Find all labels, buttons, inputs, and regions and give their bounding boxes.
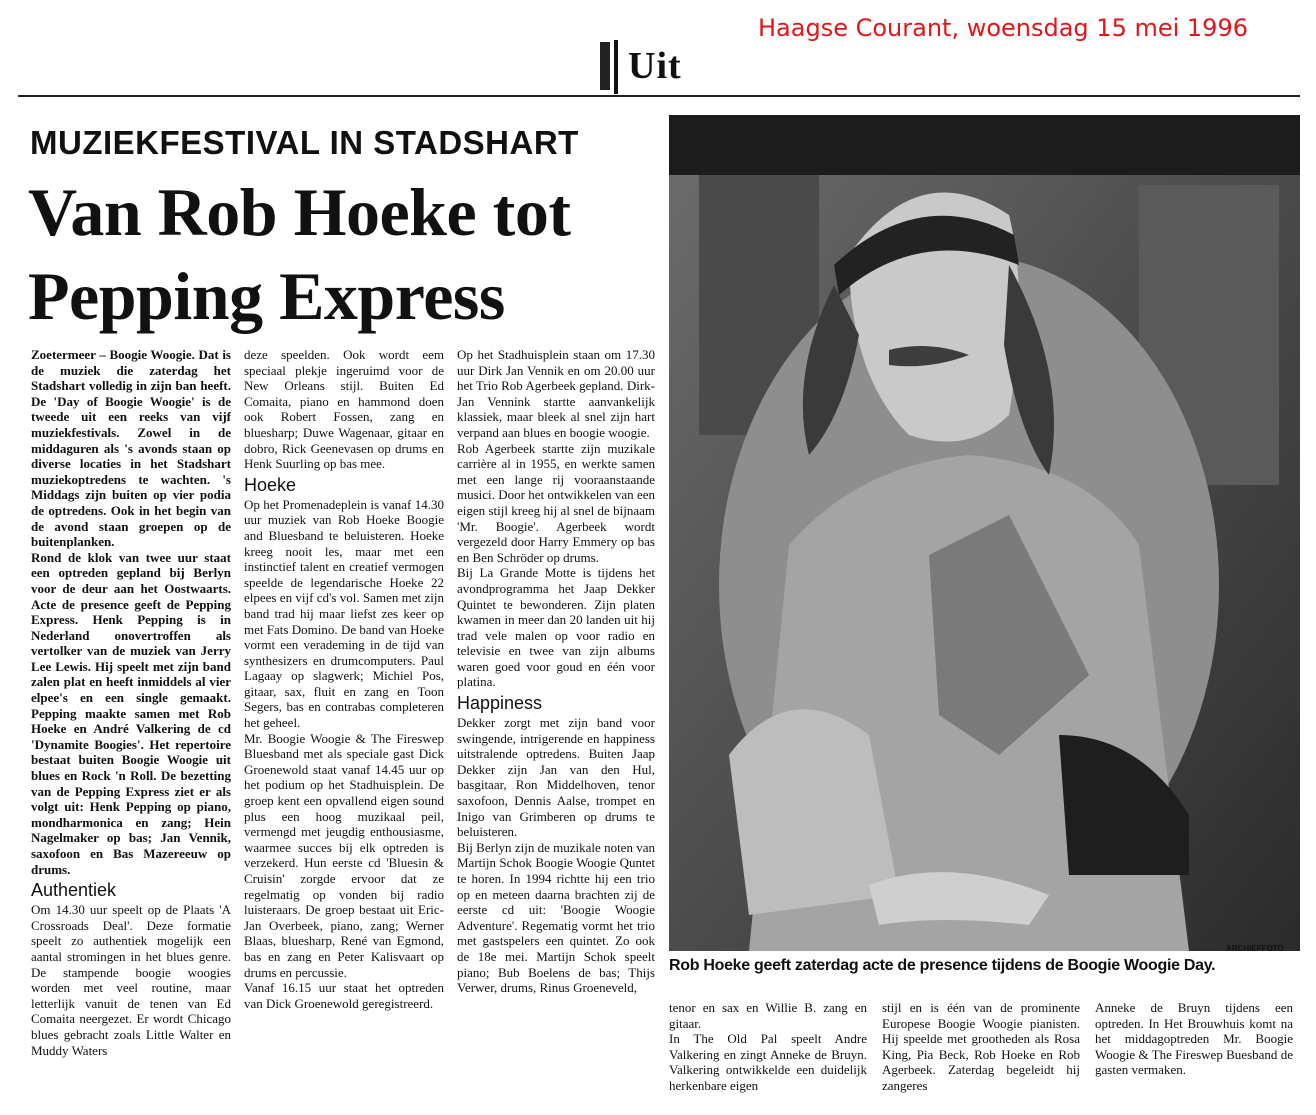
article-bottom-row <box>669 1000 1299 1112</box>
photo-rob-hoeke <box>669 115 1300 951</box>
section-marker-rule <box>614 40 618 94</box>
paragraph: tenor en sax en Willie B. zang en gitaar. <box>669 1000 867 1031</box>
top-rule <box>18 95 1300 97</box>
paragraph: Dekker zorgt met zijn band voor swingende, intrigerende en happiness uitstralende optredens. Buiten Jaap Dekker zijn Jan van den Hul, basgitaar, Ron Middelhoven, tenor saxofoon, Dennis Aalse, trompet en Inigo van Grimberen op drums te beluisteren. <box>457 715 655 840</box>
headline: Van Rob Hoeke tot Pepping Express <box>28 174 571 334</box>
paragraph: Bij La Grande Motte is tijdens het avondprogramma het Jaap Dekker Quintet te bewonderen. Zijn platen kwamen in meer dan 20 landen uit hij trad vele malen op voor radio en televisie en twee van zijn albums waren goed voor goud en één voor platina. <box>457 565 655 690</box>
paragraph: Op het Stadhuisplein staan om 17.30 uur Dirk Jan Vennik en om 20.00 uur het Trio Rob Agerbeek gepland. Dirk-Jan Vennink startte aanvankelijk klassiek, maar bleek al snel zijn hart verpand aan blues en boogie woogie. <box>457 347 655 440</box>
article-column-2 <box>244 347 444 1110</box>
photo-caption-lead: Rob Hoeke geeft <box>669 957 791 974</box>
article-column-6 <box>1095 1000 1293 1112</box>
paragraph: In The Old Pal speelt Andre Valkering en zingt Anneke de Bruyn. Valkering ontwikkelde een duidelijk herkenbare eigen <box>669 1031 867 1093</box>
paragraph: Vanaf 16.15 uur staat het optreden van Dick Groenewold geregistreerd. <box>244 980 444 1011</box>
paragraph: Anneke de Bruyn tijdens een optreden. In Het Brouwhuis komt na het middagoptreden Mr. Boogie Woogie & The Fireswep Buesband de gasten vermaken. <box>1095 1000 1293 1078</box>
article-column-1 <box>31 347 231 1110</box>
photo-caption <box>669 957 1300 975</box>
paragraph: stijl en is één van de prominente Europese Boogie Woogie pianisten. Hij speelde met grootheden als Rosa King, Pia Beck, Rob Hoeke en Rob Agerbeek. Zaterdag begeleidt hij zangeres <box>882 1000 1080 1093</box>
section-label: Uit <box>628 45 682 87</box>
paragraph: Zoetermeer – Boogie Woogie. Dat is de muziek die zaterdag het Stadshart volledig in zijn ban heeft. De 'Day of Boogie Woogie' is de tweede uit een reeks van vijf muziekfestivals. Zowel in de middaguren als 's avonds staan op diverse locaties in het Stadshart muziekoptredens te wachten. 's Middags zijn buiten op vier podia de optredens. Ook in het begin van de avond staan groepen op de buitenplanken. <box>31 347 231 550</box>
paragraph: Bij Berlyn zijn de muzikale noten van Martijn Schok Boogie Woogie Quntet te horen. In 1994 richtte hij een trio op en meteen daarna brachten zij de eerste cd uit: 'Boogie Woogie Adventure'. Regematig vormt het trio met gastspelers een quintet. Zo ook de 18e mei. Martijn Schok speelt piano; Bub Boelens de bas; Thijs Verwer, drums, Rinus Groeneveld, <box>457 839 655 996</box>
paragraph: Rond de klok van twee uur staat een optreden gepland bij Berlyn voor de deur aan het Oostwaarts. Acte de presence geeft de Pepping Express. Henk Pepping is in Nederland onovertroffen als vertolker van de muziek van Jerry Lee Lewis. Hij speelt met zijn band zalen plat en heeft inmiddels al vier elpee's en een single gemaakt. Pepping maakte samen met Rob Hoeke en André Valkering de cd 'Dynamite Boogies'. Het repertoire bestaat buiten Boogie Woogie uit blues en Rock 'n Roll. De bezetting van de Pepping Express ziet er als volgt uit: Henk Pepping op piano, mondharmonica en zang; Hein Nagelmaker op bas; Jan Vennik, saxofoon en Bas Mazereeuw op drums. <box>31 549 231 877</box>
photo-caption-text: zaterdag acte de presence tijdens de Boogie Woogie Day. <box>790 957 1216 974</box>
article-column-3 <box>457 347 655 997</box>
source-caption: Haagse Courant, woensdag 15 mei 1996 <box>758 14 1248 42</box>
subheading-authentiek: Authentiek <box>31 880 117 901</box>
paragraph: Op het Promenadeplein is vanaf 14.30 uur muziek van Rob Hoeke Boogie and Bluesband te beluisteren. Hoeke kreeg nooit les, maar met een instinctief talent en creatief vermogen speelde de legendarische Hoeke 22 elpees en vijf cd's vol. Samen met zijn band trad hij maar liefst zes keer op met Fats Domino. De band van Hoeke vormt een verademing in de tijd van synthesizers en drumcomputers. Paul Lagaay op slagwerk; Michiel Pos, gitaar, sax, fluit en zang en Toon Segers, bas en contrabas completeren het geheel. <box>244 496 444 731</box>
kicker: MUZIEKFESTIVAL IN STADSHART <box>30 124 579 161</box>
portrait-illustration <box>669 115 1300 951</box>
section-marker-bar <box>600 42 610 90</box>
photo-credit: ARCHIEFFOTO <box>1226 944 1284 953</box>
paragraph: Mr. Boogie Woogie & The Fireswep Bluesband met als speciale gast Dick Groenewold staat vanaf 14.45 uur op het podium op het Stadhuisplein. De groep kent een opvallend eigen sound plus een hoog muzikaal peil, vermengd met jeugdig enthousiasme, waarmee succes bij elk optreden is verzekerd. Hun eerste cd 'Bluesin & Cruisin' zorgde ervoor dat ze regelmatig op vonden bij radio luisteraars. De groep bestaat uit Eric-Jan Overbeek, piano, zang; Werner Blaas, bluesharp, René van Egmond, bas en zang en Peter Kalisvaart op drums en percussie. <box>244 730 444 980</box>
paragraph: Om 14.30 uur speelt op de Plaats 'A Crossroads Deal'. Deze formatie speelt zo authentiek mogelijk een aantal stromingen in het blues genre. De stampende boogie woogies worden met veel routine, maar letterlijk vanuit de tenen van Ed Comaita neergezet. Er wordt Chicago blues gebracht zoals Little Walter en Muddy Waters <box>31 902 231 1058</box>
article-column-4 <box>669 1000 867 1112</box>
paragraph: deze speelden. Ook wordt eem speciaal plekje ingeruimd voor de New Orleans stijl. Buiten Ed Comaita, piano en hammond doen ook Robert Fossen, zang en bluesharp; Duwe Wagenaar, gitaar en dobro, Rick Geenevasen op drums en Henk Suurling op bas mee. <box>244 347 444 472</box>
subheading-happiness: Happiness <box>457 693 543 714</box>
paragraph: Rob Agerbeek startte zijn muzikale carrière al in 1955, en werkte samen met een lange rij vooraanstaande musici. Door het ontwikkelen van een eigen stijl kreeg hij al snel de bijnaam 'Mr. Boogie'. Agerbeek wordt vergezeld door Harry Emmery op bas en Ben Schröder op drums. <box>457 440 655 565</box>
article-column-5 <box>882 1000 1080 1112</box>
subheading-hoeke: Hoeke <box>244 474 297 495</box>
